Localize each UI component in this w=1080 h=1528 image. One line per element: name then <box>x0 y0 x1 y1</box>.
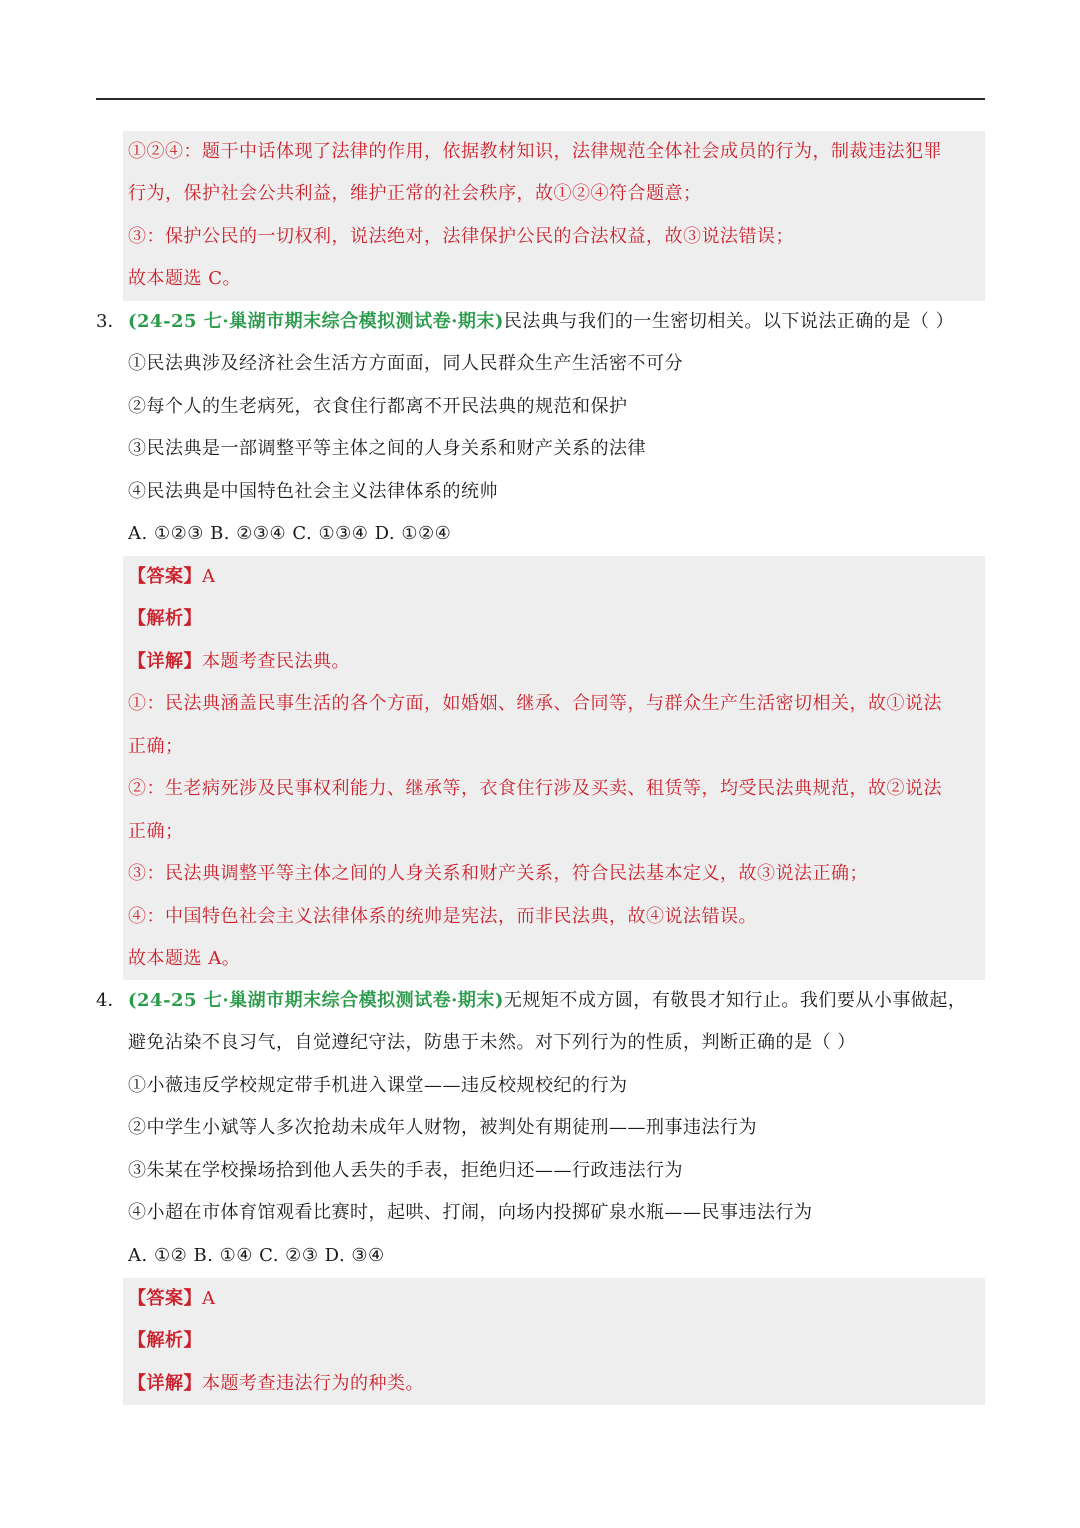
answer-choices: A. ①② B. ①④ C. ②③ D. ③④ <box>128 1245 385 1266</box>
explanation-line: ②：生老病死涉及民事权利能力、继承等，衣食住行涉及买卖、租赁等，均受民法典规范，故②说法 <box>128 778 942 799</box>
question-number: 4． <box>96 990 126 1011</box>
question-text: 民法典与我们的一生密切相关。以下说法正确的是（ ） <box>503 311 955 332</box>
answer-label: 【答案】 <box>128 566 202 587</box>
header-rule <box>96 98 985 100</box>
question-text: 避免沾染不良习气，自觉遵纪守法，防患于未然。对下列行为的性质，判断正确的是（ ） <box>128 1032 856 1053</box>
explanation-line: ④：中国特色社会主义法律体系的统帅是宪法，而非民法典，故④说法错误。 <box>128 906 757 927</box>
detail-text: 本题考查民法典。 <box>202 651 350 672</box>
statement-item: ①民法典涉及经济社会生活方方面面，同人民群众生产生活密不可分 <box>128 353 683 374</box>
prev-analysis-line: ③：保护公民的一切权利，说法绝对，法律保护公民的合法权益，故③说法错误； <box>128 226 794 247</box>
statement-item: ④小超在市体育馆观看比赛时，起哄、打闹，向场内投掷矿泉水瓶——民事违法行为 <box>128 1202 813 1223</box>
statement-item: ④民法典是中国特色社会主义法律体系的统帅 <box>128 481 498 502</box>
question-stem <box>128 980 966 1022</box>
statement-item: ①小薇违反学校规定带手机进入课堂——违反校规校纪的行为 <box>128 1075 628 1096</box>
answer-row <box>128 1278 216 1320</box>
prev-conclusion: 故本题选 C。 <box>128 268 241 289</box>
detail-row <box>128 641 350 683</box>
answer-label: 【答案】 <box>128 1288 202 1309</box>
prev-analysis-line: ①②④：题干中话体现了法律的作用，依据教材知识，法律规范全体社会成员的行为，制裁违法犯罪 <box>128 141 942 162</box>
conclusion: 故本题选 A。 <box>128 948 241 969</box>
prev-analysis-line: 行为，保护社会公共利益，维护正常的社会秩序，故①②④符合题意； <box>128 183 702 204</box>
analysis-label: 【解析】 <box>128 1330 202 1351</box>
explanation-line: ③：民法典调整平等主体之间的人身关系和财产关系，符合民法基本定义，故③说法正确； <box>128 863 868 884</box>
explanation-line: 正确； <box>128 736 184 757</box>
question-source: (24-25 七·巢湖市期末综合模拟测试卷·期末) <box>128 990 504 1011</box>
answer-row <box>128 556 216 598</box>
detail-label: 【详解】 <box>128 651 202 672</box>
analysis-label: 【解析】 <box>128 608 202 629</box>
statement-item: ③朱某在学校操场拾到他人丢失的手表，拒绝归还——行政违法行为 <box>128 1160 683 1181</box>
explanation-line: 正确； <box>128 821 184 842</box>
detail-text: 本题考查违法行为的种类。 <box>202 1373 424 1394</box>
question-stem <box>128 301 954 343</box>
detail-label: 【详解】 <box>128 1373 202 1394</box>
statement-item: ②中学生小斌等人多次抢劫未成年人财物，被判处有期徒刑——刑事违法行为 <box>128 1117 757 1138</box>
answer-choices: A. ①②③ B. ②③④ C. ①③④ D. ①②④ <box>128 523 452 544</box>
explanation-line: ①：民法典涵盖民事生活的各个方面，如婚姻、继承、合同等，与群众生产生活密切相关，故①说法 <box>128 693 942 714</box>
answer-value: A <box>202 566 216 587</box>
question-number: 3． <box>96 311 126 332</box>
detail-row <box>128 1363 424 1405</box>
answer-value: A <box>202 1288 216 1309</box>
question-source: (24-25 七·巢湖市期末综合模拟测试卷·期末) <box>128 311 504 332</box>
statement-item: ③民法典是一部调整平等主体之间的人身关系和财产关系的法律 <box>128 438 646 459</box>
question-text: 无规矩不成方圆，有敬畏才知行止。我们要从小事做起， <box>503 990 967 1011</box>
statement-item: ②每个人的生老病死，衣食住行都离不开民法典的规范和保护 <box>128 396 628 417</box>
